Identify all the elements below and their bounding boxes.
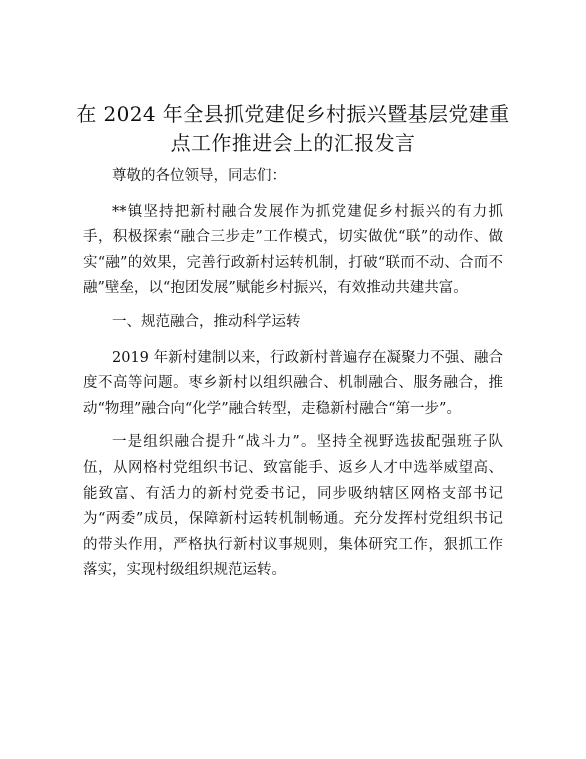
document-title bbox=[70, 100, 516, 158]
title-line-2: 点工作推进会上的汇报发言 bbox=[170, 131, 416, 155]
document-body bbox=[83, 164, 503, 592]
intro-paragraph: **镇坚持把新村融合发展作为抓党建促乡村振兴的有力抓手，积极探索“融合三步走”工作模式，切实做优“联”的动作、做实“融”的效果，完善行政新村运转机制，打破“联而不动、合而不融”壁垒，以“抱团发展”赋能乡村振兴，有效推动共建共富。 bbox=[83, 203, 503, 297]
section-paragraph: 2019 年新村建制以来，行政新村普遍存在凝聚力不强、融合度不高等问题。枣乡新村以组织融合、机制融合、服务融合，推动“物理”融合向“化学”融合转型，走稳新村融合“第一步”。 bbox=[83, 349, 503, 417]
title-line-1: 在 2024 年全县抓党建促乡村振兴暨基层党建重 bbox=[76, 102, 510, 126]
section-heading: 一、规范融合，推动科学运转 bbox=[112, 313, 301, 330]
section-paragraph: 一是组织融合提升“战斗力”。坚持全视野选拔配强班子队伍，从网格村党组织书记、致富能手、返乡人才中选举威望高、能致富、有活力的新村党委书记，同步吸纳辖区网格支部书记为“两委”成员，保障新村运转机制畅通。充分发挥村党组织书记的带头作用，严格执行新村议事规则，集体研究工作，狠抓工作落实，实现村级组织规范运转。 bbox=[83, 434, 503, 579]
salutation: 尊敬的各位领导，同志们： bbox=[112, 168, 286, 184]
